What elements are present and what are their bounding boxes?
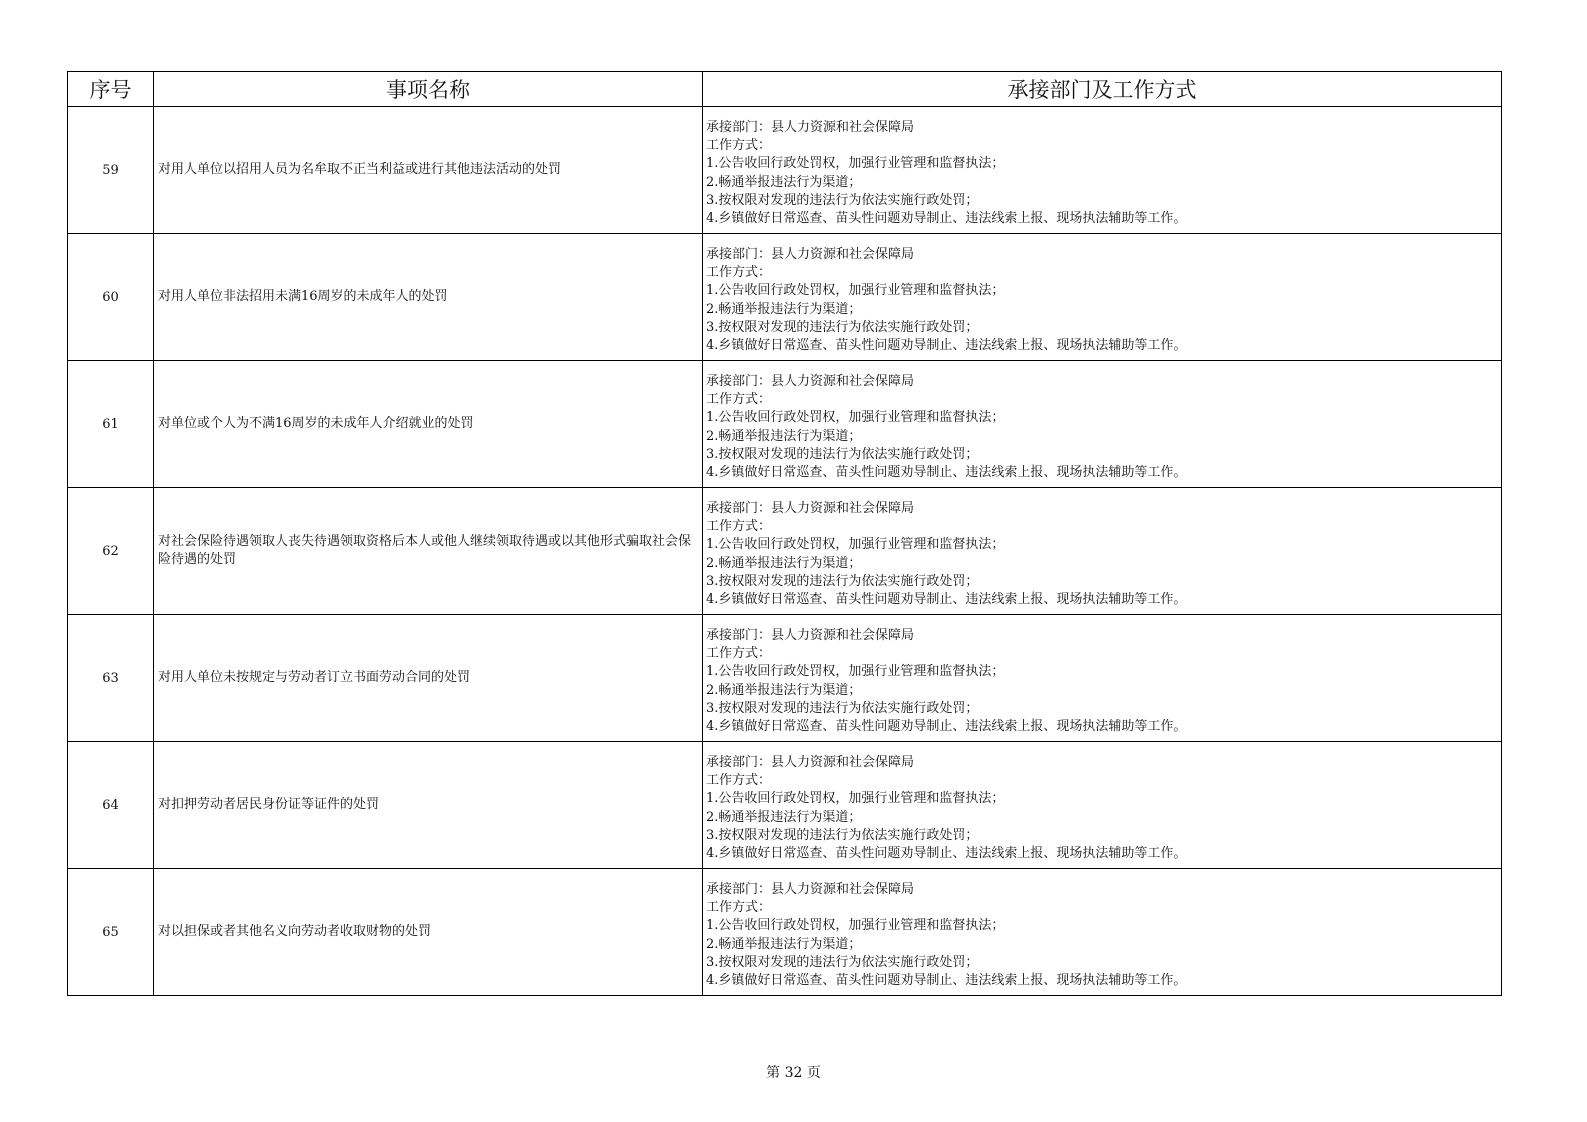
department-method-line: 承接部门：县人力资源和社会保障局: [706, 120, 915, 135]
table-row: [68, 615, 1502, 742]
department-method-line: 4.乡镇做好日常巡查、苗头性问题劝导制止、违法线索上报、现场执法辅助等工作。: [706, 719, 1187, 735]
department-method-line: 4.乡镇做好日常巡查、苗头性问题劝导制止、违法线索上报、现场执法辅助等工作。: [706, 846, 1187, 862]
row-serial-number: 65: [68, 869, 154, 996]
row-serial-number: 59: [68, 107, 154, 234]
department-method-line: 工作方式：: [706, 519, 772, 535]
table-row: [68, 234, 1502, 361]
row-item-name: 对单位或个人为不满16周岁的未成年人介绍就业的处罚: [154, 361, 703, 488]
table-header: [68, 72, 1502, 107]
department-method-line: 承接部门：县人力资源和社会保障局: [706, 501, 915, 516]
header-department-method: 承接部门及工作方式: [703, 72, 1502, 107]
department-method-line: 1.公告收回行政处罚权，加强行业管理和监督执法；: [706, 410, 1005, 426]
department-method-line: 3.按权限对发现的违法行为依法实施行政处罚；: [706, 954, 979, 970]
header-serial-number: 序号: [68, 72, 154, 107]
department-method-line: 承接部门：县人力资源和社会保障局: [706, 882, 915, 897]
department-method-line: 3.按权限对发现的违法行为依法实施行政处罚；: [706, 700, 979, 716]
department-method-line: 承接部门：县人力资源和社会保障局: [706, 247, 915, 262]
department-method-line: 1.公告收回行政处罚权，加强行业管理和监督执法；: [706, 156, 1005, 172]
department-method-line: 承接部门：县人力资源和社会保障局: [706, 374, 915, 389]
row-department-method: [703, 869, 1502, 996]
row-department-method: [703, 615, 1502, 742]
department-method-line: 2.畅通举报违法行为渠道；: [706, 936, 862, 952]
row-department-method: [703, 107, 1502, 234]
row-serial-number: 60: [68, 234, 154, 361]
table-row: [68, 869, 1502, 996]
department-method-line: 1.公告收回行政处罚权，加强行业管理和监督执法；: [706, 283, 1005, 299]
header-item-name: 事项名称: [154, 72, 703, 107]
row-department-method: [703, 488, 1502, 615]
department-method-line: 工作方式：: [706, 646, 772, 662]
row-item-name: 对社会保险待遇领取人丧失待遇领取资格后本人或他人继续领取待遇或以其他形式骗取社会保险待遇的处罚: [154, 488, 703, 615]
row-item-name: 对用人单位以招用人员为名牟取不正当利益或进行其他违法活动的处罚: [154, 107, 703, 234]
department-method-line: 4.乡镇做好日常巡查、苗头性问题劝导制止、违法线索上报、现场执法辅助等工作。: [706, 465, 1187, 481]
department-method-line: 工作方式：: [706, 392, 772, 408]
department-method-line: 4.乡镇做好日常巡查、苗头性问题劝导制止、违法线索上报、现场执法辅助等工作。: [706, 338, 1187, 354]
department-method-line: 2.畅通举报违法行为渠道；: [706, 428, 862, 444]
row-department-method: [703, 361, 1502, 488]
department-method-line: 4.乡镇做好日常巡查、苗头性问题劝导制止、违法线索上报、现场执法辅助等工作。: [706, 592, 1187, 608]
row-item-name: 对用人单位非法招用未满16周岁的未成年人的处罚: [154, 234, 703, 361]
department-method-line: 1.公告收回行政处罚权，加强行业管理和监督执法；: [706, 664, 1005, 680]
table-row: [68, 742, 1502, 869]
table-row: [68, 107, 1502, 234]
department-method-line: 3.按权限对发现的违法行为依法实施行政处罚；: [706, 319, 979, 335]
department-method-line: 工作方式：: [706, 265, 772, 281]
department-method-line: 3.按权限对发现的违法行为依法实施行政处罚；: [706, 827, 979, 843]
department-method-line: 工作方式：: [706, 900, 772, 916]
row-department-method: [703, 742, 1502, 869]
page-number: 第 32 页: [766, 1065, 821, 1081]
department-method-line: 2.畅通举报违法行为渠道；: [706, 301, 862, 317]
department-method-line: 3.按权限对发现的违法行为依法实施行政处罚；: [706, 573, 979, 589]
department-method-line: 1.公告收回行政处罚权，加强行业管理和监督执法；: [706, 791, 1005, 807]
department-method-line: 3.按权限对发现的违法行为依法实施行政处罚；: [706, 446, 979, 462]
department-method-line: 1.公告收回行政处罚权，加强行业管理和监督执法；: [706, 918, 1005, 934]
row-item-name: 对用人单位未按规定与劳动者订立书面劳动合同的处罚: [154, 615, 703, 742]
row-department-method: [703, 234, 1502, 361]
department-method-line: 承接部门：县人力资源和社会保障局: [706, 628, 915, 643]
department-method-line: 2.畅通举报违法行为渠道；: [706, 174, 862, 190]
department-method-line: 4.乡镇做好日常巡查、苗头性问题劝导制止、违法线索上报、现场执法辅助等工作。: [706, 973, 1187, 989]
row-serial-number: 61: [68, 361, 154, 488]
table-row: [68, 488, 1502, 615]
department-method-line: 3.按权限对发现的违法行为依法实施行政处罚；: [706, 192, 979, 208]
department-method-line: 1.公告收回行政处罚权，加强行业管理和监督执法；: [706, 537, 1005, 553]
row-serial-number: 64: [68, 742, 154, 869]
department-method-line: 2.畅通举报违法行为渠道；: [706, 555, 862, 571]
matters-table: [67, 71, 1502, 996]
department-method-line: 工作方式：: [706, 138, 772, 154]
department-method-line: 4.乡镇做好日常巡查、苗头性问题劝导制止、违法线索上报、现场执法辅助等工作。: [706, 211, 1187, 227]
department-method-line: 工作方式：: [706, 773, 772, 789]
row-serial-number: 63: [68, 615, 154, 742]
department-method-line: 2.畅通举报违法行为渠道；: [706, 682, 862, 698]
table-row: [68, 361, 1502, 488]
row-serial-number: 62: [68, 488, 154, 615]
department-method-line: 2.畅通举报违法行为渠道；: [706, 809, 862, 825]
row-item-name: 对扣押劳动者居民身份证等证件的处罚: [154, 742, 703, 869]
row-item-name: 对以担保或者其他名义向劳动者收取财物的处罚: [154, 869, 703, 996]
table-body: [68, 107, 1502, 996]
department-method-line: 承接部门：县人力资源和社会保障局: [706, 755, 915, 770]
